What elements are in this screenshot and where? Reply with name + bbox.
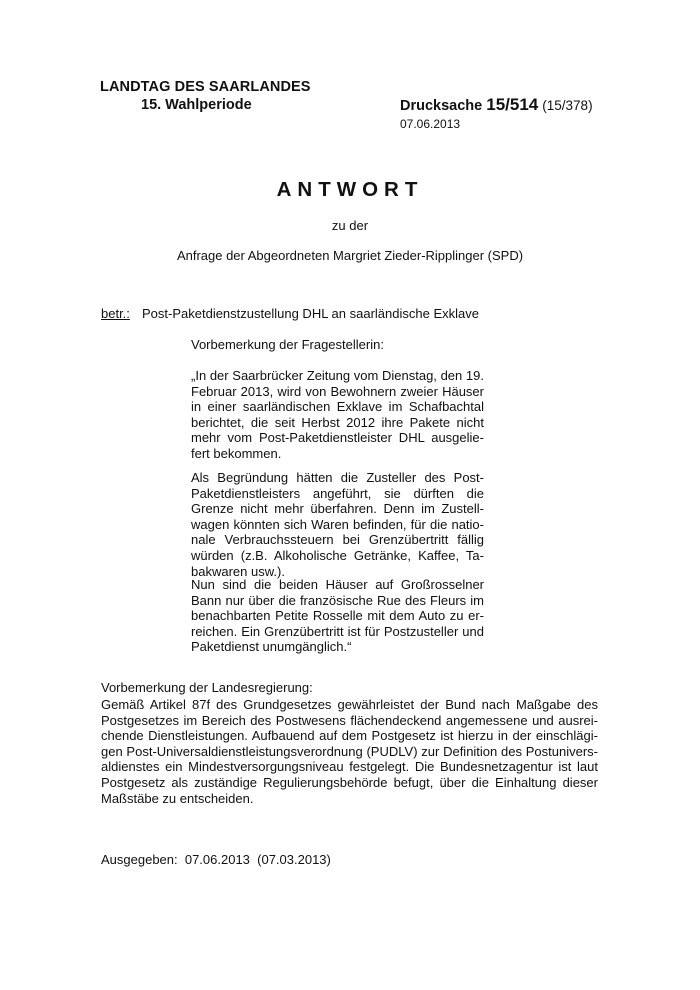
document-date: 07.06.2013 <box>400 117 461 131</box>
subject-label: betr.: <box>101 306 130 321</box>
government-remark-text: Gemäß Artikel 87f des Grundgesetzes gewährleistet der Bund nach Maßgabe des Postgesetzes im Bereich des Postwesens flächendeckend angemessene und ausreichende Dienstleistungen. Aufbauend auf dem Postgesetz ist hierzu in der einschlägigen Post-Universaldienstleistungsverordnung (PUDLV) zur Definition des Postuniversaldienstes ein Mindestversorgungsniveau festgelegt. Die Bundesnetzagentur ist laut Postgesetz als zuständige Regulierungsbehörde befugt, über die Einhaltung dieser Maßstäbe zu entscheiden. <box>101 697 598 806</box>
questioner-remark-paragraph-1: „In der Saarbrücker Zeitung vom Dienstag, den 19. Februar 2013, wird von Bewohnern zweier Häuser in einer saarländischen Exklave im Schafbachtal berichtet, die seit Herbst 2012 ihre Pakete nicht mehr vom Post-Paketdienstleister DHL ausgeliefert bekommen. <box>191 368 484 461</box>
zu-der-text: zu der <box>331 218 369 233</box>
questioner-remark-heading: Vorbemerkung der Fragestellerin: <box>191 337 384 352</box>
subject-text: Post-Paketdienstzustellung DHL an saarländische Exklave <box>142 306 479 321</box>
questioner-remark-paragraph-3: Nun sind die beiden Häuser auf Großrosselner Bann nur über die französische Rue des Fleurs im benachbarten Petite Rosselle mit dem Auto zu erreichen. Ein Grenzübertritt ist für Postzusteller und Paketdienst unumgänglich.“ <box>191 577 484 655</box>
drucksache-number: 15/514 <box>486 95 539 114</box>
issued-date-line: Ausgegeben: 07.06.2013 (07.03.2013) <box>101 852 331 867</box>
page-title: ANTWORT <box>276 178 424 201</box>
drucksache-label: Drucksache <box>400 98 483 114</box>
questioner-remark-paragraph-2: Als Begründung hätten die Zusteller des Post-Paketdienstleisters angeführt, sie dürften die Grenze nicht mehr überfahren. Denn im Zustellwagen könnten sich Waren befinden, für die nationale Verbrauchssteuern bei Grenzübertritt fällig würden (z.B. Alkoholische Getränke, Kaffee, Tabakwaren usw.). <box>191 470 484 579</box>
drucksache-line <box>400 95 593 115</box>
government-remark-heading: Vorbemerkung der Landesregierung: <box>101 680 313 695</box>
legislative-period: 15. Wahlperiode <box>141 97 252 113</box>
drucksache-reference: (15/378) <box>542 98 593 113</box>
inquiry-line: Anfrage der Abgeordneten Margriet Zieder-Ripplinger (SPD) <box>176 248 524 263</box>
parliament-name: LANDTAG DES SAARLANDES <box>100 79 311 95</box>
